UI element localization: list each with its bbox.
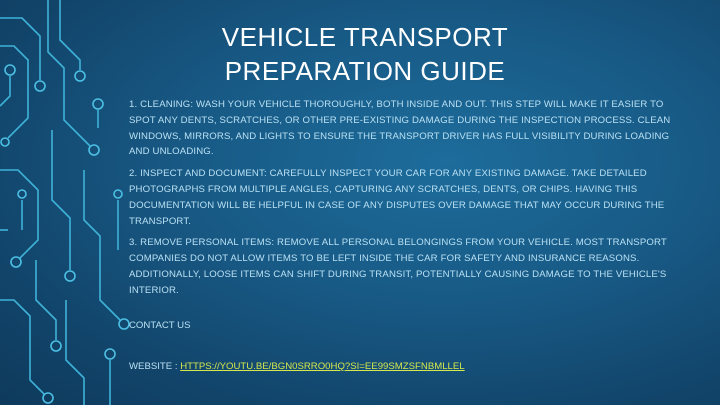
guide-content: [129, 97, 685, 305]
website-line: [129, 359, 465, 374]
section-inspect: 2. INSPECT AND DOCUMENT: CAREFULLY INSPECT YOUR CAR FOR ANY EXISTING DAMAGE. TAKE DETAILED PHOTOGRAPHS FROM MULTIPLE ANGLES, CAPTURING ANY SCRATCHES, DENTS, OR CHIPS. HAVING THIS DOCUMENTATION WILL BE HELPFUL IN CASE OF ANY DISPUTES OVER DAMAGE THAT MAY OCCUR DURING THE TRANSPORT.: [129, 168, 665, 227]
section-cleaning: 1. CLEANING: WASH YOUR VEHICLE THOROUGHLY, BOTH INSIDE AND OUT. THIS STEP WILL MAKE IT EASIER TO SPOT ANY DENTS, SCRATCHES, OR OTHER PRE-EXISTING DAMAGE DURING THE INSPECTION PROCESS. CLEAN WINDOWS, MIRRORS, AND LIGHTS TO ENSURE THE TRANSPORT DRIVER HAS FULL VISIBILITY DURING LOADING AND UNLOADING.: [129, 99, 671, 158]
title-line-2: PREPARATION GUIDE: [224, 56, 506, 86]
contact-us: CONTACT US: [129, 320, 191, 331]
section-remove-items: 3. REMOVE PERSONAL ITEMS: REMOVE ALL PERSONAL BELONGINGS FROM YOUR VEHICLE. MOST TRANSPORT COMPANIES DO NOT ALLOW ITEMS TO BE LEFT INSIDE THE CAR FOR SAFETY AND INSURANCE REASONS. ADDITIONALLY, LOOSE ITEMS CAN SHIFT DURING TRANSIT, POTENTIALLY CAUSING DAMAGE TO THE VEHICLE'S INTERIOR.: [129, 237, 667, 296]
circuit-decoration: [0, 0, 150, 405]
website-link[interactable]: HTTPS://YOUTU.BE/BGN0SRRO0HQ?SI=EE99SMZSFNBMLLEL: [180, 361, 465, 372]
website-label: WEBSITE :: [129, 361, 181, 372]
page-title: [200, 20, 530, 88]
title-line-1: VEHICLE TRANSPORT: [221, 22, 509, 52]
